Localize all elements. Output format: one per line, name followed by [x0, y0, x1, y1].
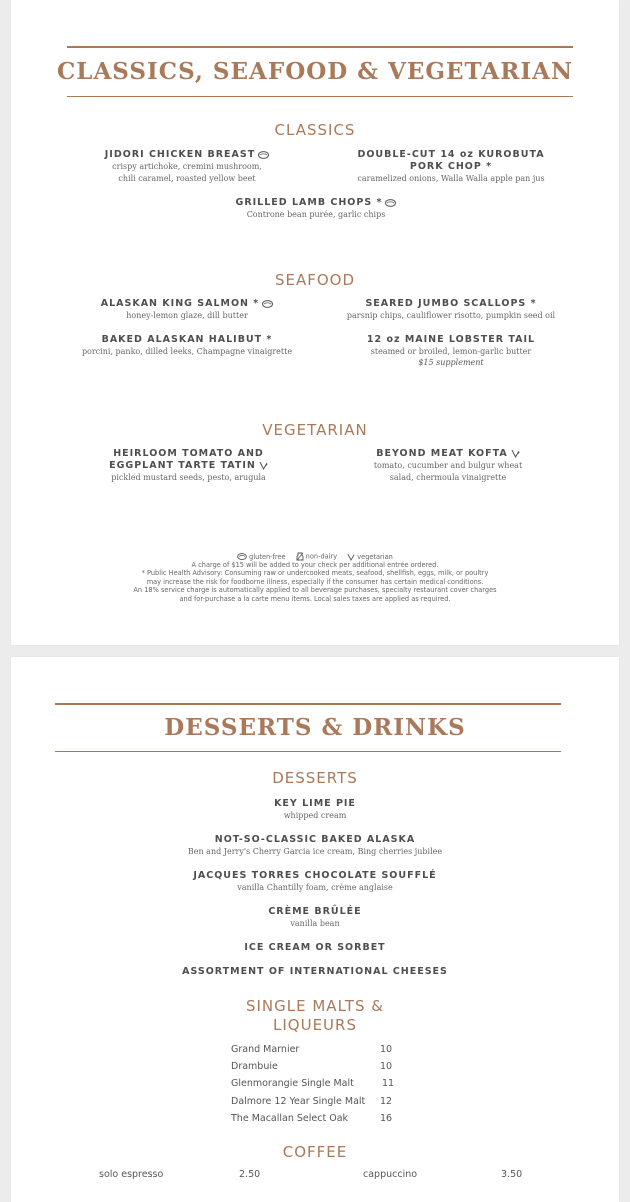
item-name: HEIRLOOM TOMATO AND EGGPLANT TARTE TATIN — [109, 448, 264, 471]
legend-vegetarian: vegetarian — [357, 552, 393, 561]
section-heading-coffee: COFFEE — [282, 1143, 348, 1161]
menu-item — [11, 906, 619, 930]
title-underline — [55, 751, 561, 752]
drink-name: Dalmore 12 Year Single Malt — [231, 1096, 366, 1107]
item-description: honey-lemon glaze, dill butter — [126, 311, 248, 320]
section-heading-single-malts — [11, 997, 619, 1035]
item-description: pickled mustard seeds, pesto, arugula — [111, 473, 266, 482]
item-name: JIDORI CHICKEN BREAST — [104, 149, 256, 160]
item-description: porcini, panko, dilled leeks, Champagne vinaigrette — [81, 347, 293, 356]
item-description: caramelized onions, Walla Walla apple pan jus — [357, 174, 545, 183]
vegetarian-icon — [259, 461, 268, 470]
legend-gluten-free: gluten-free — [249, 552, 286, 561]
footnote-line: and for-purchase a la carte menu items. Local sales taxes are applied as required. — [179, 594, 451, 603]
section-heading-line: LIQUEURS — [273, 1016, 357, 1034]
item-supplement: $15 supplement — [418, 358, 484, 367]
vegetarian-icon — [347, 553, 355, 561]
coffee-price: 3.50 — [501, 1169, 523, 1180]
drink-price: 12 — [380, 1096, 393, 1107]
page-title: CLASSICS, SEAFOOD & VEGETARIAN — [56, 58, 573, 85]
footnote-line: A charge of $15 will be added to your check per additional entrée ordered. — [191, 561, 439, 569]
menu-item — [11, 798, 619, 822]
item-name: NOT-SO-CLASSIC BAKED ALASKA — [214, 834, 416, 845]
item-description: whipped cream — [283, 811, 347, 820]
drink-name: Grand Marnier — [231, 1044, 300, 1055]
gluten-free-icon — [385, 199, 396, 207]
menu-page-classics — [11, 0, 619, 645]
legend-non-dairy: non-dairy — [305, 552, 338, 561]
coffee-price: 2.50 — [239, 1169, 261, 1180]
drink-name: Drambuie — [231, 1061, 278, 1072]
item-name: BEYOND MEAT KOFTA — [376, 448, 508, 459]
item-description: crispy artichoke, cremini mushroom, chili caramel, roasted yellow beet — [112, 162, 262, 183]
menu-item — [11, 966, 619, 978]
item-name: KEY LIME PIE — [274, 798, 356, 809]
menu-page-desserts — [11, 657, 619, 1202]
item-name: GRILLED LAMB CHOPS * — [235, 197, 383, 208]
menu-item — [67, 149, 307, 185]
coffee-name: cappuccino — [363, 1169, 418, 1180]
item-name: 12 oz MAINE LOBSTER TAIL — [366, 334, 536, 345]
drink-name: Glenmorangie Single Malt — [231, 1078, 354, 1089]
item-name: ASSORTMENT OF INTERNATIONAL CHEESES — [182, 966, 448, 977]
menu-item — [351, 149, 551, 185]
menu-item — [331, 298, 571, 322]
item-name: ICE CREAM OR SORBET — [244, 942, 386, 953]
page-title: DESSERTS & DRINKS — [164, 714, 466, 741]
section-heading-classics: CLASSICS — [274, 121, 356, 139]
menu-item — [343, 448, 553, 484]
drink-price: 11 — [382, 1078, 395, 1089]
drink-price: 10 — [380, 1061, 393, 1072]
item-name: DOUBLE-CUT 14 oz KUROBUTA PORK CHOP * — [357, 149, 545, 172]
top-rule — [55, 703, 561, 705]
menu-item — [11, 834, 619, 858]
gluten-free-icon — [258, 151, 269, 159]
item-name: BAKED ALASKAN HALIBUT * — [101, 334, 273, 345]
item-description: tomato, cucumber and bulgur wheat salad, chermoula vinaigrette — [373, 461, 523, 482]
footnote-line: * Public Health Advisory: Consuming raw or undercooked meats, seafood, shellfish, eggs, milk, or poultry — [141, 569, 489, 578]
item-name: CRÈME BRÛLÉE — [268, 906, 362, 917]
item-description: Ben and Jerry's Cherry Garcia ice cream, Bing cherries jubilee — [187, 847, 443, 856]
vegetarian-icon — [511, 449, 520, 458]
item-description: vanilla Chantilly foam, crème anglaise — [237, 883, 393, 892]
gluten-free-icon — [262, 300, 273, 308]
item-description: vanilla bean — [290, 919, 340, 928]
menu-item — [11, 942, 619, 954]
item-description: parsnip chips, cauliflower risotto, pumpkin seed oil — [346, 311, 556, 320]
item-name: ALASKAN KING SALMON * — [100, 298, 260, 309]
item-description: Controne bean purée, garlic chips — [246, 210, 386, 219]
section-heading-desserts: DESSERTS — [272, 769, 358, 787]
drink-price: 16 — [380, 1113, 393, 1124]
menu-item — [331, 334, 571, 367]
item-name: SEARED JUMBO SCALLOPS * — [365, 298, 537, 309]
top-rule — [67, 46, 573, 48]
item-name: JACQUES TORRES CHOCOLATE SOUFFLÉ — [193, 870, 437, 881]
menu-item — [191, 197, 441, 221]
item-description: steamed or broiled, lemon-garlic butter — [370, 347, 532, 356]
menu-item — [11, 870, 619, 894]
drink-name: The Macallan Select Oak — [231, 1113, 349, 1124]
coffee-name: solo espresso — [99, 1169, 164, 1180]
menu-item — [67, 334, 307, 358]
drink-price: 10 — [380, 1044, 393, 1055]
non-dairy-icon — [296, 552, 304, 561]
section-heading-line: SINGLE MALTS & — [245, 997, 385, 1015]
gluten-free-icon — [237, 553, 247, 560]
title-underline — [67, 96, 573, 97]
legend-footnotes — [11, 552, 619, 603]
section-heading-vegetarian: VEGETARIAN — [262, 421, 368, 439]
menu-item — [67, 298, 307, 322]
legend-row — [11, 552, 619, 561]
menu-item — [81, 448, 296, 484]
footnote-line: An 18% service charge is automatically applied to all beverage purchases, specialty restaurant cover charges — [133, 586, 497, 595]
section-heading-seafood: SEAFOOD — [274, 271, 356, 289]
footnote-line: may increase the risk for foodborne illness, especially if the consumer has certain medical conditions. — [146, 577, 484, 586]
